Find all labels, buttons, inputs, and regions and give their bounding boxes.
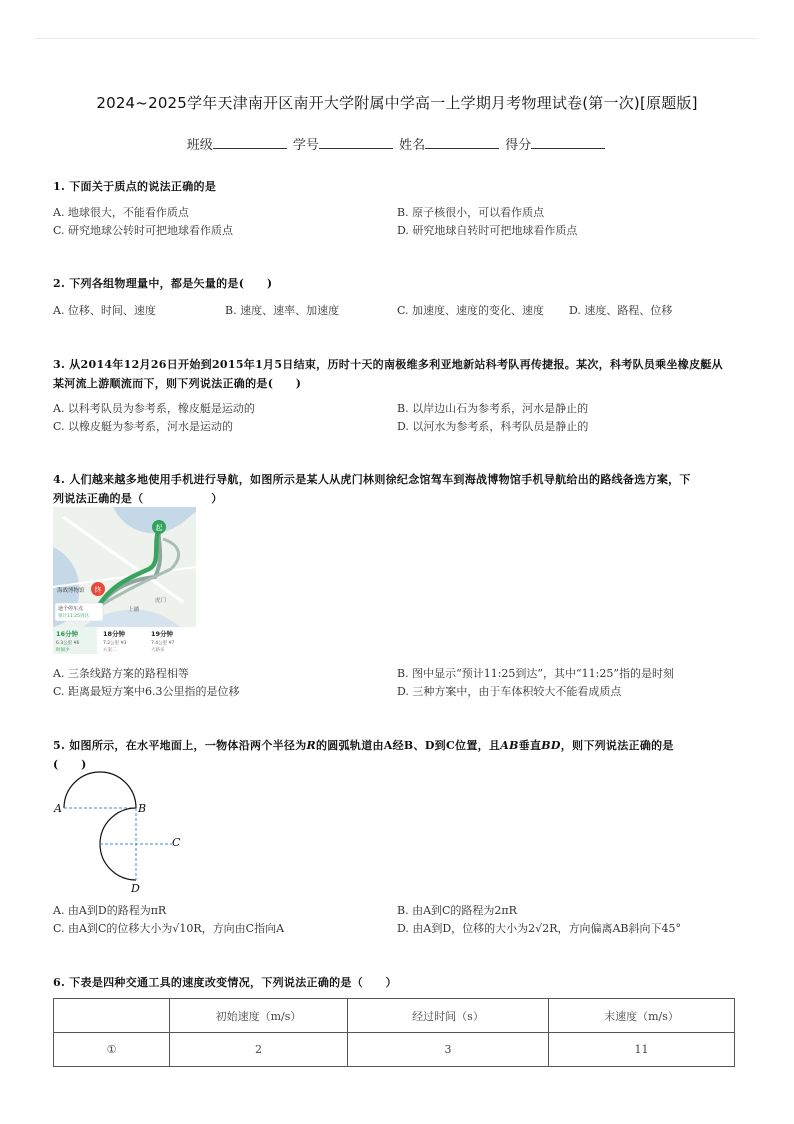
class-label: 班级	[186, 138, 213, 153]
class-blank[interactable]	[213, 136, 287, 149]
student-id-label: 学号	[292, 138, 319, 153]
svg-text:途个停车点: 途个停车点	[58, 606, 84, 612]
svg-text:16分钟: 16分钟	[56, 630, 79, 638]
svg-text:7.4公里 ¥7: 7.4公里 ¥7	[151, 641, 175, 646]
student-id-blank[interactable]	[319, 136, 393, 149]
q2-option-a[interactable]: A. 位移、时间、速度	[53, 304, 156, 317]
q3-option-d[interactable]: D. 以河水为参考系，科考队员是静止的	[397, 420, 589, 433]
q2-option-d[interactable]: D. 速度、路程、位移	[569, 304, 673, 317]
name-label: 姓名	[399, 138, 426, 153]
svg-text:19分钟: 19分钟	[151, 630, 174, 638]
svg-text:预计11:25到达: 预计11:25到达	[58, 614, 89, 619]
svg-text:上涵: 上涵	[128, 607, 140, 613]
arc-track-figure	[50, 770, 190, 895]
question-4-stem: 4. 人们越来越多地使用手机进行导航，如图所示是某人从虎门林则徐纪念馆驾车到海战博物馆手机导航给出的路线备选方案，下 列说法正确的是（ ）	[53, 473, 691, 505]
svg-text:虎门: 虎门	[155, 598, 167, 604]
question-5-stem: 5. 如图所示，在水平地面上，一物体沿两个半径为R的圆弧轨道由A经B、D到C位置，且AB垂直BD，则下列说法正确的是 ( )	[53, 739, 674, 771]
table-header-cell: 初始速度（m/s）	[170, 999, 348, 1033]
q5-option-c[interactable]: C. 由A到C的位移大小为√10R，方向由C指向A	[53, 922, 285, 935]
svg-text:大路多: 大路多	[151, 648, 165, 653]
svg-text:B: B	[138, 802, 147, 815]
table-cell: 11	[549, 1033, 735, 1067]
q1-option-b[interactable]: B. 原子核很小，可以看作质点	[397, 206, 545, 219]
svg-text:C: C	[172, 836, 181, 849]
q4-option-c[interactable]: C. 距离最短方案中6.3公里指的是位移	[53, 685, 240, 698]
q5-option-a[interactable]: A. 由A到D的路程为πR	[53, 904, 167, 917]
table-header-cell: 末速度（m/s）	[549, 999, 735, 1033]
svg-text:D: D	[131, 882, 140, 895]
question-6-stem: 6. 下表是四种交通工具的速度改变情况，下列说法正确的是（ ）	[53, 976, 397, 989]
table-header-cell: 经过时间（s）	[348, 999, 549, 1033]
svg-text:7.2公里 ¥3: 7.2公里 ¥3	[103, 641, 127, 646]
table-cell: 2	[170, 1033, 348, 1067]
q3-option-c[interactable]: C. 以橡皮艇为参考系，河水是运动的	[53, 420, 234, 433]
table-header-row	[54, 999, 735, 1033]
svg-text:A: A	[54, 802, 62, 815]
table-cell: ①	[54, 1033, 170, 1067]
question-3-stem: 3. 从2014年12月26日开始到2015年1月5日结束，历时十天的南极维多利亚地新站科考队再传捷报。某次，科考队员乘坐橡皮艇从 某河流上游顺流而下，则下列说法正确的是( )	[53, 358, 723, 390]
header-rule	[36, 38, 758, 39]
svg-text:方案二: 方案二	[103, 648, 117, 653]
q3-option-b[interactable]: B. 以岸边山石为参考系，河水是静止的	[397, 402, 589, 415]
svg-text:18分钟: 18分钟	[103, 630, 126, 638]
question-1-stem: 1. 下面关于质点的说法正确的是	[53, 180, 217, 193]
q4-option-a[interactable]: A. 三条线路方案的路程相等	[53, 667, 189, 680]
q4-option-b[interactable]: B. 图中显示“预计11:25到达”，其中“11:25”指的是时刻	[397, 667, 674, 680]
q3-option-a[interactable]: A. 以科考队员为参考系，橡皮艇是运动的	[53, 402, 255, 415]
page-title: 2024~2025学年天津南开区南开大学附属中学高一上学期月考物理试卷(第一次)[原题版]	[96, 94, 698, 112]
score-blank[interactable]	[531, 136, 605, 149]
q4-option-d[interactable]: D. 三种方案中，由于车体积较大不能看成质点	[397, 685, 622, 698]
table-row	[54, 1033, 735, 1067]
table-header-cell	[54, 999, 170, 1033]
q5-option-b[interactable]: B. 由A到C的路程为2πR	[397, 904, 517, 917]
svg-text:6.3公里 ¥6: 6.3公里 ¥6	[56, 641, 80, 646]
svg-text:起: 起	[155, 524, 163, 532]
q5-option-d[interactable]: D. 由A到D，位移的大小为2√2R，方向偏离AB斜向下45°	[397, 922, 681, 935]
score-label: 得分	[505, 138, 532, 153]
student-info-row	[0, 134, 794, 153]
q1-option-a[interactable]: A. 地球很大，不能看作质点	[53, 206, 189, 219]
svg-text:终: 终	[94, 586, 102, 594]
name-blank[interactable]	[425, 136, 499, 149]
question-2-stem: 2. 下列各组物理量中，都是矢量的是( )	[53, 277, 273, 290]
q1-option-c[interactable]: C. 研究地球公转时可把地球看作质点	[53, 224, 234, 237]
q2-option-c[interactable]: C. 加速度、速度的变化、速度	[397, 304, 545, 317]
svg-text:时间少: 时间少	[56, 648, 70, 653]
svg-text:海战博物馆: 海战博物馆	[57, 588, 85, 594]
q1-option-d[interactable]: D. 研究地球自转时可把地球看作质点	[397, 224, 578, 237]
navigation-map-image	[53, 507, 196, 654]
speed-change-table	[53, 998, 735, 1067]
q2-option-b[interactable]: B. 速度、速率、加速度	[225, 304, 340, 317]
table-cell: 3	[348, 1033, 549, 1067]
